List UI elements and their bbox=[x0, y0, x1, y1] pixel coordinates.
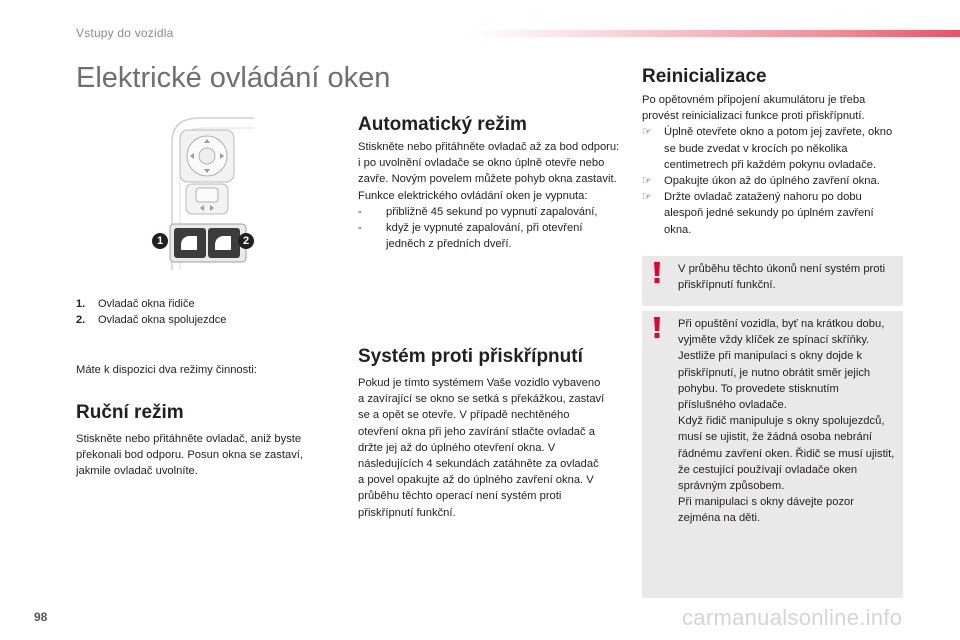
legend-item: 2. Ovladač okna spolujezdce bbox=[76, 314, 227, 326]
watermark: carmanualsonline.info bbox=[682, 605, 903, 630]
list-item: ☞ Držte ovladač zatažený nahoru po dobu alespoň jedné sekundy po úplném zavření okna. bbox=[642, 191, 874, 236]
automatic-mode-body bbox=[358, 139, 622, 252]
reinit-heading: Reinicializace bbox=[642, 66, 767, 87]
automatic-mode-text: Stiskněte nebo přitáhněte ovladač až za bod odporu: i po uvolnění ovladače se okno úplně otevře nebo zavře. Novým povelem můžete pohyb okna zastavit. bbox=[358, 141, 620, 186]
warning-line: Jestliže při manipulaci s okny dojde k přiskřípnutí, je nutno obrátit směr jejich pohybu. To provedete stisknutím příslušného ovladače. bbox=[678, 350, 871, 412]
list-item: ☞ Opakujte úkon až do úplného zavření okna. bbox=[642, 173, 904, 189]
warning-line: Při opuštění vozidla, byť na krátkou dobu, vyjměte vždy klíček ze spínací skříňky. bbox=[678, 318, 885, 347]
warning-line: Při manipulaci s okny dávejte pozor zejména na děti. bbox=[678, 496, 854, 525]
antipinch-text: Pokud je tímto systémem Vaše vozidlo vybaveno a zavírající se okno se setká s překážkou, zastaví se a opět se otevře. V případě nechtěného otevření okna při jeho zavírání stlačte ovladač a držte jej až do úplného otevření okna. V následujících 4 sekundách zatáhněte za ovladač a povel opakujte až do úplného zavření okna. V průběhu těchto operací není systém proti přiskřípnutí funkční. bbox=[358, 377, 605, 519]
section-header: Vstupy do vozidla bbox=[76, 26, 174, 40]
automatic-disabled-intro: Funkce elektrického ovládání oken je vypnuta: bbox=[358, 189, 588, 202]
automatic-mode-heading: Automatický režim bbox=[358, 114, 527, 135]
callout-1-badge: 1 bbox=[152, 233, 168, 249]
arrow-bullet-icon: ☞ bbox=[642, 191, 653, 204]
warning-line: Když řidič manipuluje s okny spolujezdců, musí se ujistit, že žádná osoba nebrání řádnému zavření oken. Řidič se musí ujistit, že cestující používají ovladače oken správným způsobem. bbox=[678, 415, 895, 493]
warning-text: V průběhu těchto úkonů není systém proti přiskřípnutí funkční. bbox=[678, 263, 886, 292]
list-item: - když je vypnuté zapalování, při otevření jedněch z předních dveří. bbox=[358, 222, 583, 251]
antipinch-heading: Systém proti přiskřípnutí bbox=[358, 346, 583, 367]
reinit-body bbox=[642, 92, 904, 238]
reinit-steps bbox=[642, 124, 904, 237]
warning-text-block bbox=[678, 316, 895, 527]
modes-intro: Máte k dispozici dva režimy činnosti: bbox=[76, 364, 257, 376]
legend-item: 1. Ovladač okna řidiče bbox=[76, 298, 195, 310]
arrow-bullet-icon: ☞ bbox=[642, 126, 653, 139]
page-number: 98 bbox=[34, 610, 48, 624]
warning-box bbox=[642, 256, 903, 306]
manual-mode-text: Stiskněte nebo přitáhněte ovladač, aniž byste překonali bod odporu. Posun okna se zastaví, jakmile ovladač uvolníte. bbox=[76, 433, 304, 478]
header-gradient-bar bbox=[470, 30, 960, 37]
warning-exclamation-icon bbox=[650, 262, 664, 284]
callout-2-badge: 2 bbox=[238, 233, 254, 249]
figure-legend bbox=[76, 296, 226, 328]
arrow-bullet-icon: ☞ bbox=[642, 175, 653, 188]
page-title: Elektrické ovládání oken bbox=[76, 62, 391, 94]
warning-exclamation-icon bbox=[650, 317, 664, 339]
automatic-disabled-list bbox=[358, 204, 622, 253]
list-item: - přibližně 45 sekund po vypnutí zapalování, bbox=[358, 205, 598, 218]
reinit-intro: Po opětovném připojení akumulátoru je třeba provést reinicializaci funkce proti přiskřípnutí. bbox=[642, 94, 866, 123]
manual-mode-heading: Ruční režim bbox=[76, 402, 184, 423]
list-item: ☞ Úplně otevřete okno a potom jej zavřete, okno se bude zvedat v krocích po několika centimetrech při každém pokynu ovladače. bbox=[642, 126, 893, 171]
warning-box bbox=[642, 311, 903, 598]
